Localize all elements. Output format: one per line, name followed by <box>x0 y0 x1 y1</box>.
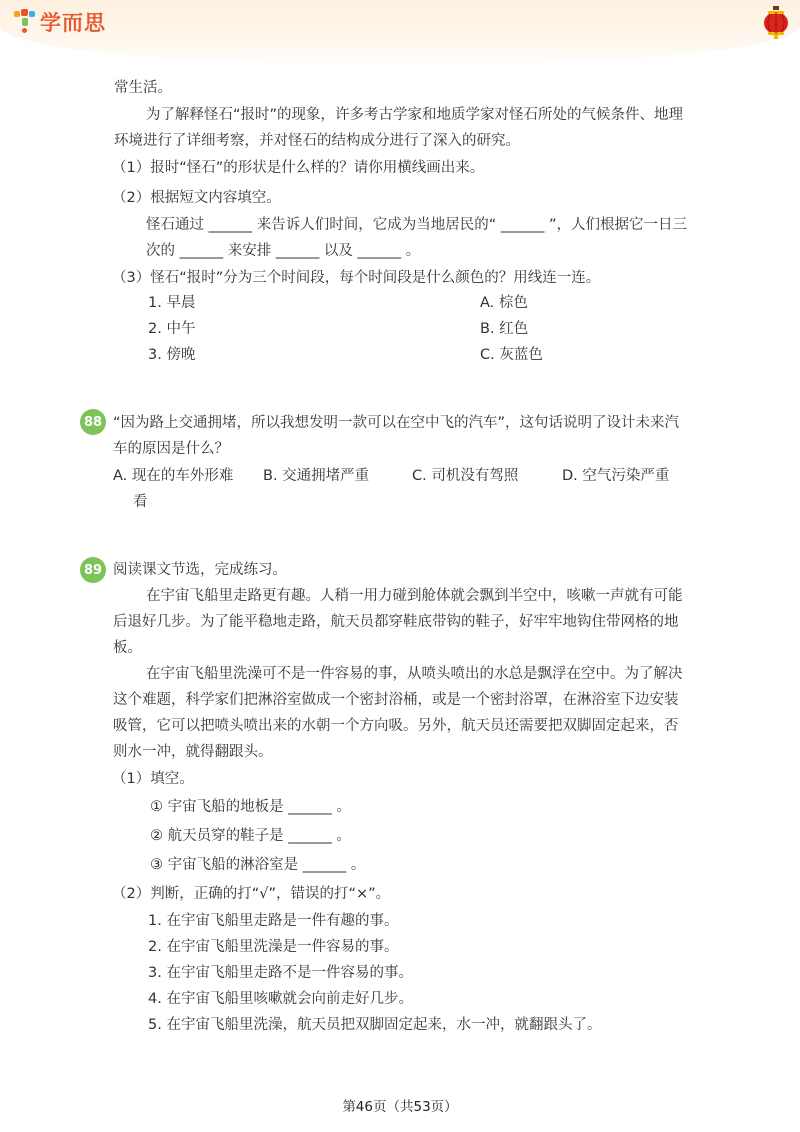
match-right-item[interactable]: A. 棕色 <box>480 295 528 311</box>
question-number-badge: 88 <box>80 409 106 435</box>
match-left-item[interactable]: 3. 傍晚 <box>148 347 196 363</box>
fill-in-line[interactable]: 怪石通过 ______ 来告诉人们时间，它成为当地居民的“ ______ ”，人们根据它一日三 <box>146 217 687 233</box>
judgement-item[interactable]: 5. 在宇宙飞船里洗澡，航天员把双脚固定起来，水一冲，就翻跟头了。 <box>148 1017 602 1033</box>
blank-item[interactable]: ② 航天员穿的鞋子是 ______ 。 <box>150 828 351 844</box>
judgement-item[interactable]: 1. 在宇宙飞船里走路是一件有趣的事。 <box>148 913 399 929</box>
fill-in-line[interactable]: 次的 ______ 来安排 ______ 以及 ______ 。 <box>146 243 421 259</box>
question-89-intro: 阅读课文节选，完成练习。 <box>113 562 287 578</box>
match-left-item[interactable]: 2. 中午 <box>148 321 196 337</box>
paragraph-line: 吸管，它可以把喷头喷出来的水朝一个方向吸。另外，航天员还需要把双脚固定起来，否 <box>113 718 679 734</box>
paragraph-line: 为了解释怪石“报时”的现象，许多考古学家和地质学家对怪石所处的气候条件、地理 <box>146 107 684 123</box>
question-1: （1）报时“怪石”的形状是什么样的？请你用横线画出来。 <box>112 160 485 176</box>
paragraph-line: 在宇宙飞船里洗澡可不是一件容易的事，从喷头喷出的水总是飘浮在空中。为了解决 <box>146 666 683 682</box>
paragraph-line: 板。 <box>113 640 142 656</box>
match-right-item[interactable]: C. 灰蓝色 <box>480 347 543 363</box>
option-d[interactable]: D. 空气污染严重 <box>562 468 670 484</box>
question-88-text: 车的原因是什么？ <box>113 441 229 457</box>
brand-logo[interactable] <box>14 8 106 36</box>
logo-text: 学而思 <box>40 11 106 35</box>
judgement-item[interactable]: 4. 在宇宙飞船里咳嗽就会向前走好几步。 <box>148 991 413 1007</box>
blank-item[interactable]: ① 宇宙飞船的地板是 ______ 。 <box>150 799 351 815</box>
paragraph-line: 则水一冲，就得翻跟头。 <box>113 744 273 760</box>
logo-mark-icon <box>14 9 36 35</box>
question-89-2: （2）判断，正确的打“√”，错误的打“×”。 <box>112 886 391 902</box>
blank-item[interactable]: ③ 宇宙飞船的淋浴室是 ______ 。 <box>150 857 366 873</box>
paragraph-line: 这个难题，科学家们把淋浴室做成一个密封浴桶，或是一个密封浴罩，在淋浴室下边安装 <box>113 692 679 708</box>
option-b[interactable]: B. 交通拥堵严重 <box>263 468 370 484</box>
option-a-wrap: 看 <box>133 494 148 510</box>
paragraph-line: 后退好几步。为了能平稳地走路，航天员都穿鞋底带钩的鞋子，好牢牢地钩住带网格的地 <box>113 614 679 630</box>
paragraph-line: 在宇宙飞船里走路更有趣。人稍一用力碰到舱体就会飘到半空中，咳嗽一声就有可能 <box>146 588 683 604</box>
page-header <box>0 0 800 66</box>
match-left-item[interactable]: 1. 早晨 <box>148 295 196 311</box>
page-footer: 第46页（共53页） <box>342 1099 458 1115</box>
question-2: （2）根据短文内容填空。 <box>112 190 281 206</box>
paragraph-line: 环境进行了详细考察，并对怪石的结构成分进行了深入的研究。 <box>114 133 520 149</box>
question-88-text: “因为路上交通拥堵，所以我想发明一款可以在空中飞的汽车”，这句话说明了设计未来汽 <box>113 415 680 431</box>
option-a[interactable]: A. 现在的车外形难 <box>113 468 234 484</box>
option-c[interactable]: C. 司机没有驾照 <box>412 468 519 484</box>
passage-tail: 常生活。 <box>114 80 172 96</box>
judgement-item[interactable]: 3. 在宇宙飞船里走路不是一件容易的事。 <box>148 965 413 981</box>
question-89-1: （1）填空。 <box>112 771 194 787</box>
lantern-icon <box>762 6 790 40</box>
question-number-badge: 89 <box>80 557 106 583</box>
judgement-item[interactable]: 2. 在宇宙飞船里洗澡是一件容易的事。 <box>148 939 399 955</box>
match-right-item[interactable]: B. 红色 <box>480 321 529 337</box>
question-3: （3）怪石“报时”分为三个时间段，每个时间段是什么颜色的？用线连一连。 <box>112 270 601 286</box>
